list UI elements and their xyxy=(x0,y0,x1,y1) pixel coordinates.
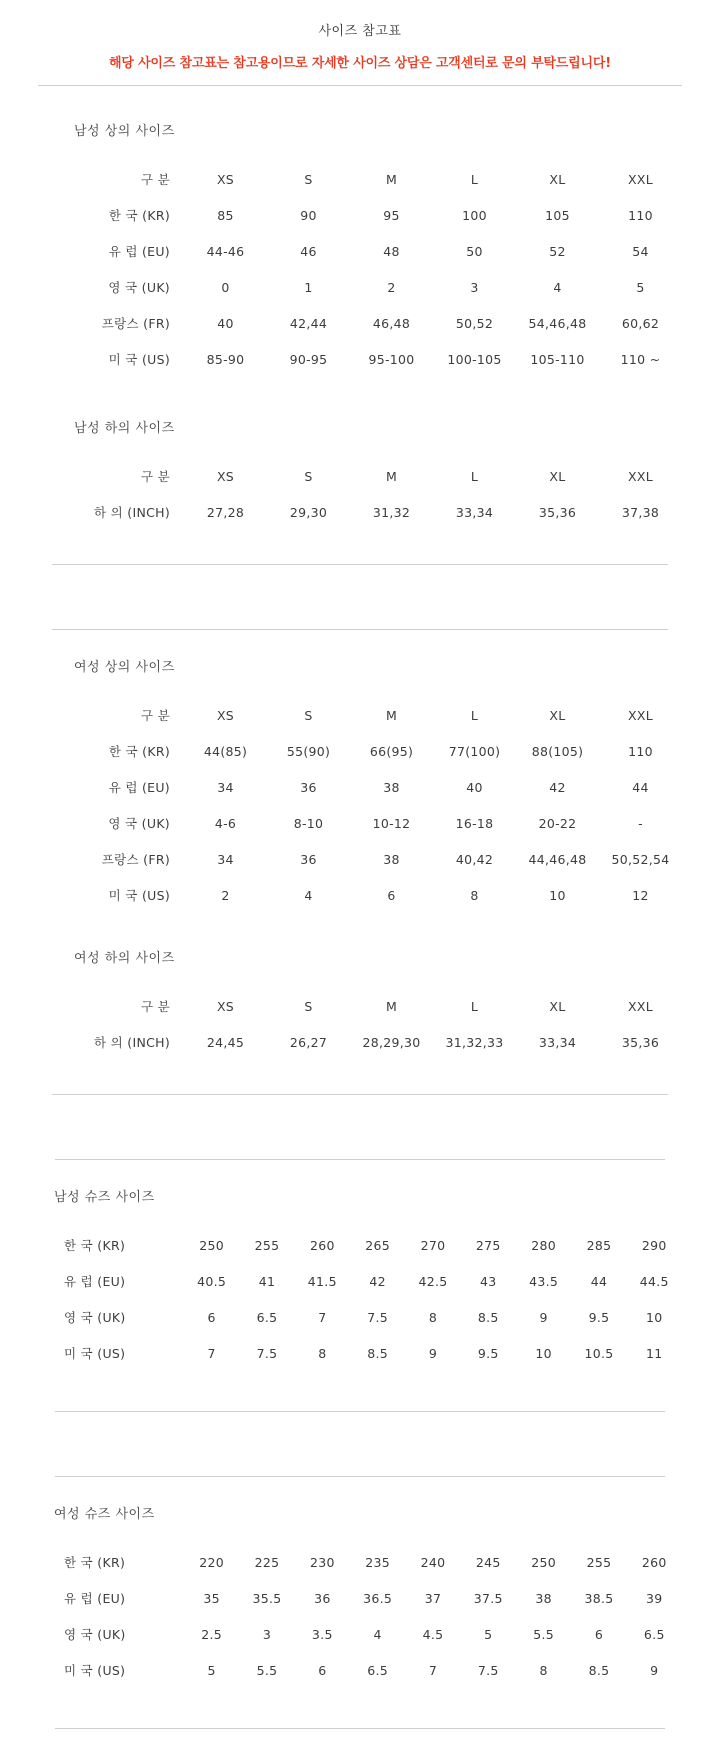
table-row xyxy=(38,1652,682,1688)
row-label: 미 국 (US) xyxy=(64,1663,126,1678)
cell: 105-110 xyxy=(530,351,585,367)
cell: 38.5 xyxy=(584,1590,614,1606)
row-label: 하 의 (INCH) xyxy=(93,505,170,520)
spacer xyxy=(38,1522,682,1544)
row-label: 한 국 (KR) xyxy=(64,1238,126,1253)
cell: 34 xyxy=(217,779,234,795)
cell: 44 xyxy=(632,779,649,795)
cell: 7 xyxy=(318,1309,327,1325)
cell: 4 xyxy=(373,1626,382,1642)
section-title-women-shoes: 여성 슈즈 사이즈 xyxy=(54,1507,155,1522)
cell: 8.5 xyxy=(588,1662,610,1678)
cell: 40.5 xyxy=(197,1273,227,1289)
column-header: 구 분 xyxy=(140,708,170,723)
spacer xyxy=(0,1371,720,1411)
table-row xyxy=(38,1544,682,1580)
cell: 50,52 xyxy=(455,315,494,331)
cell: 9 xyxy=(539,1309,548,1325)
cell: 54,46,48 xyxy=(528,315,587,331)
table-row xyxy=(38,805,682,841)
cell: 6.5 xyxy=(367,1662,389,1678)
row-label: 한 국 (KR) xyxy=(108,208,170,223)
cell: 250 xyxy=(531,1554,557,1570)
cell: 0 xyxy=(221,279,230,295)
cell: 8.5 xyxy=(477,1309,499,1325)
table-row xyxy=(38,1263,682,1299)
spacer xyxy=(0,86,720,120)
column-header: XXL xyxy=(628,998,653,1014)
cell: 66(95) xyxy=(369,743,414,759)
spacer xyxy=(38,436,682,458)
cell: 44.5 xyxy=(639,1273,669,1289)
section-title-men-shoes: 남성 슈즈 사이즈 xyxy=(54,1190,155,1205)
cell: 6.5 xyxy=(256,1309,278,1325)
cell: 44(85) xyxy=(203,743,248,759)
cell: 41 xyxy=(258,1273,276,1289)
cell: 16-18 xyxy=(455,815,494,831)
column-header: L xyxy=(470,468,479,484)
cell: 7 xyxy=(428,1662,438,1678)
cell: 7.5 xyxy=(477,1662,499,1678)
cell: 4 xyxy=(304,887,313,903)
cell: 6 xyxy=(594,1626,604,1642)
cell: 105 xyxy=(545,207,570,223)
cell: 36 xyxy=(300,851,317,867)
cell: 40 xyxy=(466,779,483,795)
row-label: 프랑스 (FR) xyxy=(101,316,170,331)
spacer xyxy=(0,630,720,656)
cell: 10 xyxy=(549,887,566,903)
row-label: 하 의 (INCH) xyxy=(93,1035,170,1050)
cell: 38 xyxy=(383,851,400,867)
cell: 8 xyxy=(539,1662,548,1678)
cell: 5.5 xyxy=(256,1662,278,1678)
cell: 52 xyxy=(549,243,566,259)
cell: 43.5 xyxy=(529,1273,559,1289)
cell: 255 xyxy=(586,1554,612,1570)
cell: 88(105) xyxy=(531,743,584,759)
cell: 9 xyxy=(650,1662,659,1678)
table-men-bottom xyxy=(38,458,682,530)
cell: 37 xyxy=(424,1590,442,1606)
section-title-women-bottom: 여성 하의 사이즈 xyxy=(74,951,175,966)
table-men-shoes xyxy=(38,1227,682,1371)
cell: 27,28 xyxy=(206,504,245,520)
row-label: 유 럽 (EU) xyxy=(108,244,170,259)
row-label: 유 럽 (EU) xyxy=(64,1591,126,1606)
row-label: 영 국 (UK) xyxy=(64,1310,126,1325)
cell: 9.5 xyxy=(588,1309,610,1325)
column-header: M xyxy=(385,998,398,1014)
column-header: L xyxy=(470,171,479,187)
cell: 255 xyxy=(254,1237,280,1253)
cell: 43 xyxy=(480,1273,497,1289)
section-title-women-top: 여성 상의 사이즈 xyxy=(74,660,175,675)
table-row xyxy=(38,1335,682,1371)
table-row xyxy=(38,1616,682,1652)
cell: 34 xyxy=(217,851,234,867)
cell: 35,36 xyxy=(621,1034,660,1050)
table-row xyxy=(38,1227,682,1263)
row-label: 영 국 (UK) xyxy=(64,1627,126,1642)
cell: 8.5 xyxy=(367,1345,389,1361)
cell: 9.5 xyxy=(477,1345,499,1361)
cell: 50 xyxy=(466,243,483,259)
cell: 26,27 xyxy=(289,1034,328,1050)
cell: 100-105 xyxy=(447,351,502,367)
table-row xyxy=(38,305,682,341)
column-header: XL xyxy=(549,468,566,484)
section-men-shoes xyxy=(0,1186,720,1371)
column-header: M xyxy=(385,468,398,484)
row-label: 한 국 (KR) xyxy=(108,744,170,759)
cell: 31,32,33 xyxy=(445,1034,504,1050)
cell: 90-95 xyxy=(289,351,328,367)
table-row xyxy=(38,233,682,269)
table-header-row xyxy=(38,697,682,733)
cell: 48 xyxy=(383,243,400,259)
table-row xyxy=(38,341,682,377)
cell: 44,46,48 xyxy=(528,851,587,867)
cell: 5 xyxy=(207,1662,216,1678)
cell: 280 xyxy=(531,1237,557,1253)
cell: 7.5 xyxy=(256,1345,278,1361)
page-title: 사이즈 참고표 xyxy=(318,24,402,39)
table-row xyxy=(38,841,682,877)
cell: 9 xyxy=(428,1345,438,1361)
cell: 2.5 xyxy=(201,1626,223,1642)
cell: 10.5 xyxy=(584,1345,614,1361)
cell: 44-46 xyxy=(206,243,245,259)
cell: 110 xyxy=(628,207,653,223)
table-women-shoes xyxy=(38,1544,682,1688)
cell: 42,44 xyxy=(289,315,328,331)
cell: 33,34 xyxy=(455,504,494,520)
cell: 260 xyxy=(641,1554,667,1570)
column-header: XS xyxy=(216,998,235,1014)
column-header: 구 분 xyxy=(140,999,170,1014)
column-header: 구 분 xyxy=(140,469,170,484)
column-header: M xyxy=(385,171,398,187)
cell: 12 xyxy=(632,887,649,903)
row-label: 미 국 (US) xyxy=(108,888,170,903)
cell: 110 ~ xyxy=(620,351,661,367)
cell: 42 xyxy=(549,779,566,795)
cell: 77(100) xyxy=(448,743,501,759)
cell: 46 xyxy=(300,243,317,259)
row-label: 영 국 (UK) xyxy=(108,280,170,295)
row-label: 미 국 (US) xyxy=(108,352,170,367)
spacer xyxy=(0,530,720,564)
cell: 8 xyxy=(318,1345,327,1361)
cell: 31,32 xyxy=(372,504,411,520)
cell: 85-90 xyxy=(206,351,245,367)
cell: 60,62 xyxy=(621,315,660,331)
cell: 230 xyxy=(309,1554,335,1570)
cell: 37,38 xyxy=(621,504,660,520)
notice-text: 해당 사이즈 참고표는 참고용이므로 자세한 사이즈 상담은 고객센터로 문의 부탁드립니다! xyxy=(109,56,611,71)
table-women-top xyxy=(38,697,682,913)
spacer xyxy=(38,675,682,697)
cell: 28,29,30 xyxy=(362,1034,421,1050)
spacer xyxy=(0,1095,720,1159)
cell: 42 xyxy=(369,1273,386,1289)
section-women-shoes xyxy=(0,1503,720,1688)
cell: 38 xyxy=(535,1590,552,1606)
column-header: 구 분 xyxy=(140,172,170,187)
section-men-bottom xyxy=(0,417,720,530)
table-row xyxy=(38,1580,682,1616)
section-title-men-top: 남성 상의 사이즈 xyxy=(74,124,175,139)
spacer xyxy=(0,377,720,417)
cell: 42.5 xyxy=(418,1273,448,1289)
cell: 275 xyxy=(475,1237,501,1253)
table-header-row xyxy=(38,161,682,197)
cell: 3.5 xyxy=(311,1626,333,1642)
table-row xyxy=(38,1024,682,1060)
cell: 24,45 xyxy=(206,1034,245,1050)
table-row xyxy=(38,269,682,305)
column-header: L xyxy=(470,707,479,723)
cell: 36 xyxy=(314,1590,331,1606)
cell: 37.5 xyxy=(473,1590,503,1606)
cell: 95-100 xyxy=(368,351,415,367)
cell: 10 xyxy=(535,1345,552,1361)
cell: 285 xyxy=(586,1237,612,1253)
cell: 85 xyxy=(217,207,234,223)
table-row xyxy=(38,1299,682,1335)
cell: 4.5 xyxy=(422,1626,444,1642)
cell: 250 xyxy=(199,1237,225,1253)
column-header: XXL xyxy=(628,468,653,484)
cell: 44 xyxy=(590,1273,608,1289)
table-men-top xyxy=(38,161,682,377)
table-row xyxy=(38,197,682,233)
cell: 38 xyxy=(383,779,400,795)
cell: 6.5 xyxy=(643,1626,665,1642)
cell: 95 xyxy=(383,207,400,223)
column-header: XL xyxy=(549,171,566,187)
cell: 10-12 xyxy=(372,815,411,831)
cell: 90 xyxy=(300,207,317,223)
cell: 4 xyxy=(553,279,562,295)
spacer xyxy=(38,1205,682,1227)
column-header: XL xyxy=(549,998,566,1014)
table-row xyxy=(38,494,682,530)
cell: 2 xyxy=(221,887,230,903)
cell: 3 xyxy=(262,1626,272,1642)
cell: 11 xyxy=(646,1345,663,1361)
spacer xyxy=(0,1477,720,1503)
cell: 35 xyxy=(203,1590,220,1606)
column-header: M xyxy=(385,707,398,723)
cell: 7.5 xyxy=(367,1309,389,1325)
cell: 8 xyxy=(428,1309,438,1325)
cell: 20-22 xyxy=(538,815,577,831)
section-women-bottom xyxy=(0,947,720,1060)
cell: 4-6 xyxy=(214,815,237,831)
column-header: XXL xyxy=(628,707,653,723)
spacer xyxy=(0,1688,720,1728)
row-label: 미 국 (US) xyxy=(64,1346,126,1361)
spacer xyxy=(38,966,682,988)
cell: 220 xyxy=(199,1554,225,1570)
cell: 35,36 xyxy=(538,504,577,520)
cell: 6 xyxy=(207,1309,216,1325)
cell: 40 xyxy=(217,315,234,331)
cell: 290 xyxy=(641,1237,667,1253)
spacer xyxy=(0,1160,720,1186)
cell: 5 xyxy=(636,279,645,295)
cell: 5 xyxy=(484,1626,493,1642)
cell: 7 xyxy=(207,1345,216,1361)
cell: 3 xyxy=(470,279,479,295)
spacer xyxy=(0,565,720,629)
cell: 29,30 xyxy=(289,504,328,520)
cell: 5.5 xyxy=(533,1626,555,1642)
cell: 225 xyxy=(254,1554,280,1570)
column-header: XL xyxy=(549,707,566,723)
cell: 8 xyxy=(470,887,479,903)
column-header: L xyxy=(470,998,479,1014)
column-header: XS xyxy=(216,171,235,187)
spacer xyxy=(0,1412,720,1476)
cell: 33,34 xyxy=(538,1034,577,1050)
row-label: 유 럽 (EU) xyxy=(64,1274,126,1289)
cell: 36 xyxy=(300,779,317,795)
cell: 41.5 xyxy=(307,1273,337,1289)
spacer xyxy=(0,1729,720,1755)
table-women-bottom xyxy=(38,988,682,1060)
cell: 10 xyxy=(646,1309,663,1325)
column-header: S xyxy=(304,707,313,723)
cell: 1 xyxy=(304,279,313,295)
cell: - xyxy=(638,815,643,831)
row-label: 한 국 (KR) xyxy=(64,1555,126,1570)
column-header: XS xyxy=(216,707,235,723)
cell: 6 xyxy=(387,887,396,903)
spacer xyxy=(0,1060,720,1094)
section-title-men-bottom: 남성 하의 사이즈 xyxy=(74,421,175,436)
cell: 100 xyxy=(462,207,487,223)
cell: 245 xyxy=(475,1554,501,1570)
row-label: 프랑스 (FR) xyxy=(101,852,170,867)
column-header: S xyxy=(304,171,313,187)
table-row xyxy=(38,733,682,769)
cell: 6 xyxy=(318,1662,327,1678)
section-women-top xyxy=(0,656,720,913)
column-header: XS xyxy=(216,468,235,484)
cell: 8-10 xyxy=(293,815,324,831)
cell: 40,42 xyxy=(455,851,494,867)
cell: 235 xyxy=(365,1554,391,1570)
cell: 110 xyxy=(628,743,653,759)
table-header-row xyxy=(38,988,682,1024)
cell: 270 xyxy=(420,1237,446,1253)
column-header: XXL xyxy=(628,171,653,187)
row-label: 유 럽 (EU) xyxy=(108,780,170,795)
cell: 260 xyxy=(309,1237,335,1253)
column-header: S xyxy=(304,998,313,1014)
cell: 265 xyxy=(365,1237,391,1253)
section-men-top xyxy=(0,120,720,377)
cell: 240 xyxy=(420,1554,446,1570)
table-row xyxy=(38,877,682,913)
cell: 39 xyxy=(646,1590,663,1606)
cell: 54 xyxy=(632,243,649,259)
cell: 36.5 xyxy=(363,1590,393,1606)
table-row xyxy=(38,769,682,805)
spacer xyxy=(0,913,720,947)
cell: 50,52,54 xyxy=(611,851,670,867)
spacer xyxy=(38,139,682,161)
cell: 2 xyxy=(387,279,396,295)
table-header-row xyxy=(38,458,682,494)
row-label: 영 국 (UK) xyxy=(108,816,170,831)
column-header: S xyxy=(304,468,313,484)
cell: 35.5 xyxy=(252,1590,282,1606)
cell: 55(90) xyxy=(286,743,331,759)
cell: 46,48 xyxy=(372,315,411,331)
